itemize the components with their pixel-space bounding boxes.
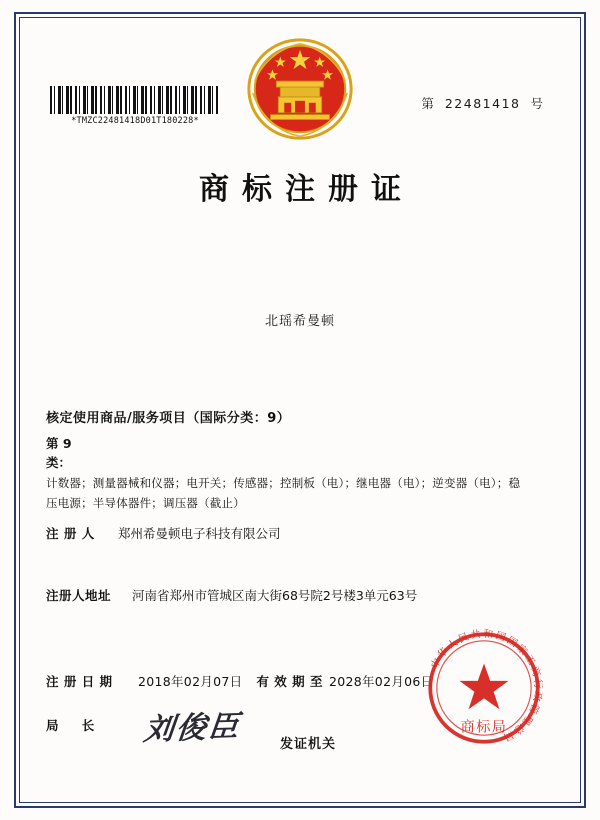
address-row (46, 586, 554, 605)
national-emblem-icon (241, 32, 359, 150)
issuer-label: 发证机关 (280, 737, 337, 752)
address-label: 注册人地址 (46, 588, 112, 603)
serial-number: 22481418 (444, 96, 521, 111)
serial-number-block (421, 94, 544, 112)
director-label: 局 长 (46, 718, 95, 733)
trademark-mark-area (26, 286, 574, 371)
barcode-block (50, 86, 220, 126)
goods-body (46, 434, 554, 513)
registrant-value: 郑州希曼顿电子科技有限公司 (118, 526, 281, 541)
certificate-content (26, 24, 574, 796)
svg-text:中华人民共和国国家工商行政管理总局: 中华人民共和国国家工商行政管理总局 (429, 628, 544, 744)
trademark-mark-text: 北瑶希曼顿 (264, 314, 335, 329)
serial-suffix: 号 (530, 96, 544, 111)
registration-date-label: 注 册 日 期 (46, 674, 113, 689)
barcode-image (50, 86, 218, 114)
goods-items: 计数器；测量器械和仪器；电开关；传感器；控制板（电）；继电器（电）；逆变器（电）；稳压电源；半导体器件；调压器（截止） (46, 475, 521, 510)
director-signature: 刘俊臣 (142, 709, 243, 748)
serial-prefix: 第 (421, 96, 435, 111)
registrant-label: 注 册 人 (46, 526, 95, 541)
goods-heading: 核定使用商品/服务项目（国际分类：9） (46, 411, 291, 426)
valid-until-label: 有 效 期 至 (256, 674, 323, 689)
barcode-label: *TMZC22481418D01T180228* (71, 116, 199, 126)
document-title: 商标注册证 (199, 172, 414, 207)
svg-text:商标局: 商标局 (460, 719, 508, 736)
official-seal (418, 622, 550, 754)
address-value: 河南省郑州市管城区南大街68号院2号楼3单元63号 (132, 588, 418, 603)
valid-until-value: 2028年02月06日 (329, 674, 434, 689)
registration-date-value: 2018年02月07日 (138, 674, 243, 689)
registrant-row (46, 524, 554, 543)
goods-class-label: 第 9 类： (46, 436, 72, 471)
